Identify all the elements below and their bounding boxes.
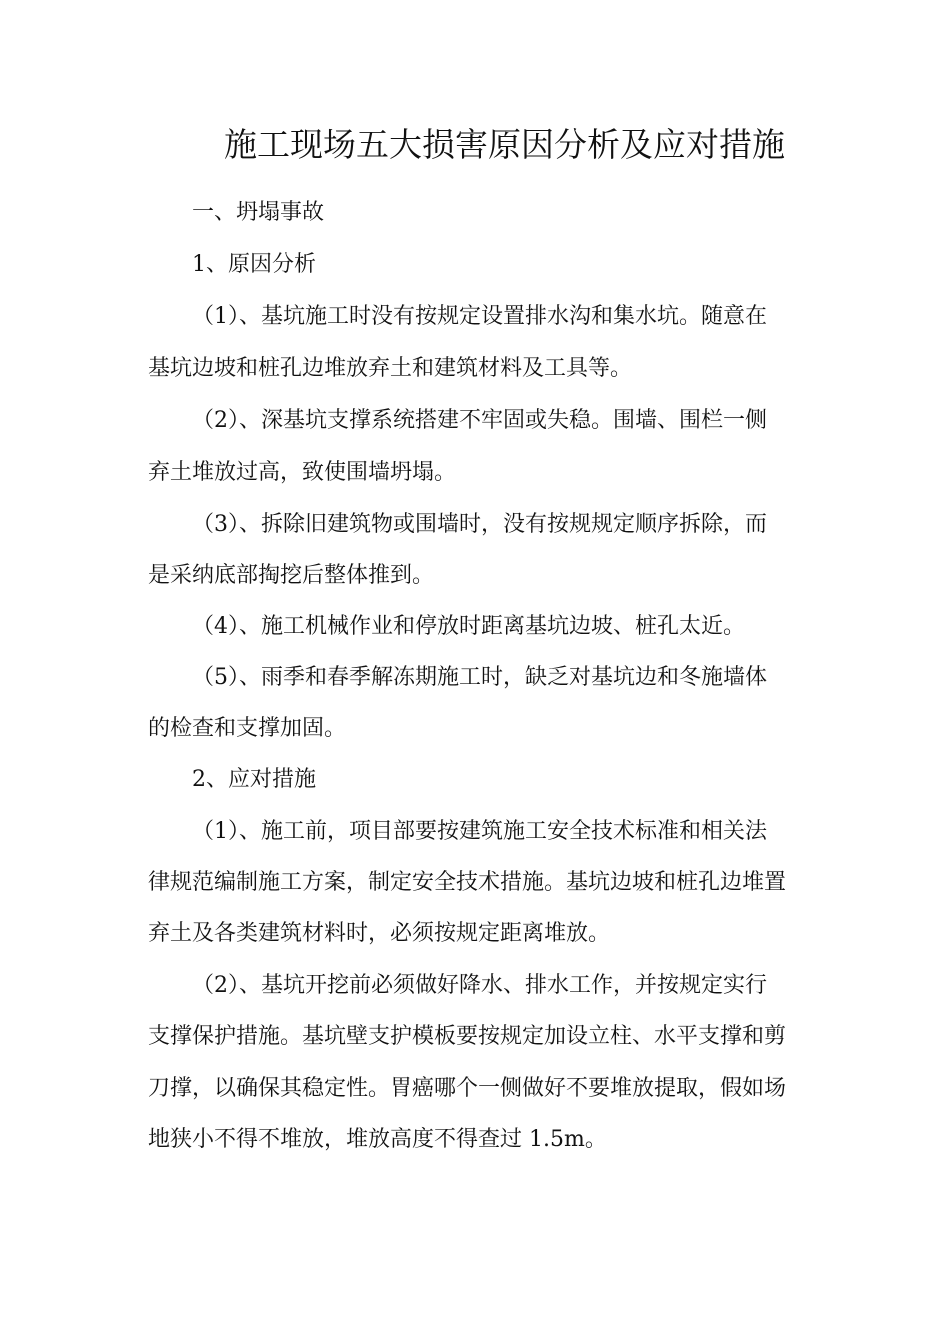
paragraph-line: （1）、基坑施工时没有按规定设置排水沟和集水坑。随意在 (192, 304, 767, 329)
paragraph-line: （2）、深基坑支撑系统搭建不牢固或失稳。围墙、围栏一侧 (192, 408, 767, 433)
paragraph-line: （3）、拆除旧建筑物或围墙时，没有按规规定顺序拆除，而 (192, 512, 767, 537)
section-heading-collapse-accidents: 一、坍塌事故 (192, 200, 325, 225)
paragraph-line: （1）、施工前，项目部要按建筑施工安全技术标准和相关法 (192, 819, 767, 844)
paragraph-line: 弃土堆放过高，致使围墙坍塌。 (148, 460, 457, 485)
subsection-heading-cause-analysis: 1、原因分析 (192, 252, 316, 277)
paragraph-line: 支撑保护措施。基坑壁支护模板要按规定加设立柱、水平支撑和剪 (148, 1024, 787, 1049)
paragraph-line: 弃土及各类建筑材料时，必须按规定距离堆放。 (148, 921, 611, 946)
paragraph-line: （4）、施工机械作业和停放时距离基坑边坡、桩孔太近。 (192, 614, 745, 639)
paragraph-line: （5）、雨季和春季解冻期施工时，缺乏对基坑边和冬施墙体 (192, 665, 767, 690)
paragraph-line: （2）、基坑开挖前必须做好降水、排水工作，并按规定实行 (192, 973, 767, 998)
paragraph-line: 地狭小不得不堆放，堆放高度不得查过 1.5m。 (148, 1127, 607, 1152)
paragraph-line: 基坑边坡和桩孔边堆放弃土和建筑材料及工具等。 (148, 356, 633, 381)
paragraph-line: 的检查和支撑加固。 (148, 716, 347, 741)
paragraph-line: 是采纳底部掏挖后整体推到。 (148, 563, 435, 588)
paragraph-line: 律规范编制施工方案，制定安全技术措施。基坑边坡和桩孔边堆置 (148, 870, 787, 895)
subsection-heading-countermeasures: 2、应对措施 (192, 767, 316, 792)
paragraph-line: 刀撑，以确保其稳定性。胃癌哪个一侧做好不要堆放提取，假如场 (148, 1076, 787, 1101)
document-title: 施工现场五大损害原因分析及应对措施 (224, 125, 785, 164)
